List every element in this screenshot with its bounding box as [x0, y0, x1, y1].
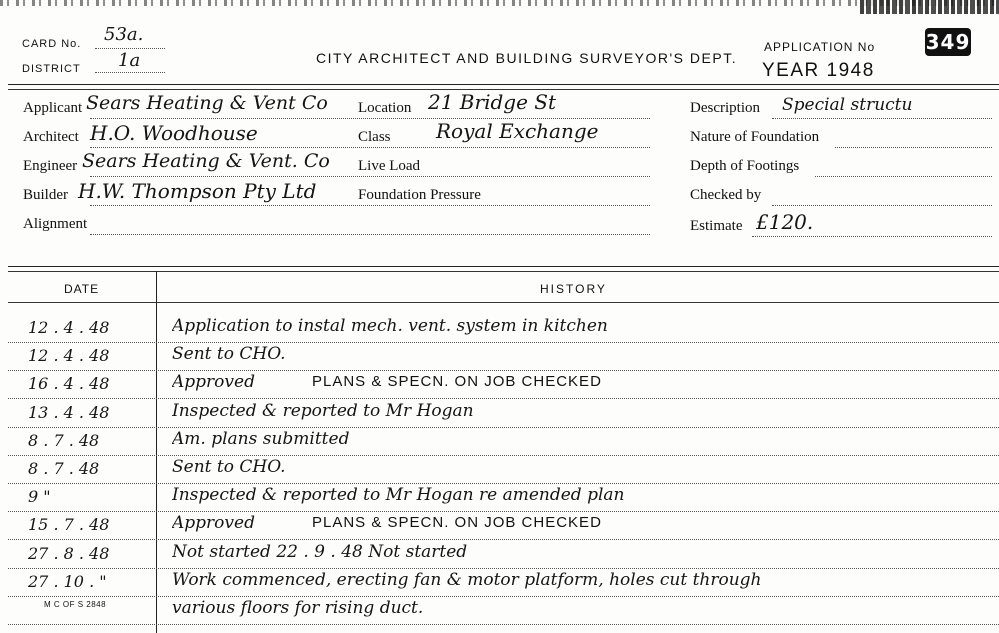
class-value: Royal Exchange — [436, 119, 599, 143]
applicant-label: Applicant — [23, 100, 83, 116]
row2-line-b — [835, 147, 992, 148]
builder-label: Builder — [23, 187, 68, 203]
row-date: 27 . 10 . " — [28, 572, 107, 591]
row-date: 9 " — [28, 487, 51, 506]
row5-line-b — [752, 236, 992, 237]
row-rule — [8, 398, 999, 399]
description-label: Description — [690, 100, 760, 116]
row-rule — [8, 455, 999, 456]
row-rule — [8, 427, 999, 428]
engineer-label: Engineer — [23, 158, 78, 174]
row-date: 13 . 4 . 48 — [28, 403, 110, 422]
district-value: 1a — [118, 50, 141, 71]
row-history: various floors for rising duct. — [172, 598, 424, 618]
row-date: 12 . 4 . 48 — [28, 346, 110, 365]
row4-line-a — [90, 205, 650, 206]
row-date: 16 . 4 . 48 — [28, 374, 110, 393]
row-history: Am. plans submitted — [172, 429, 350, 449]
row-rule — [8, 483, 999, 484]
application-number-badge: 349 — [925, 30, 971, 54]
row3-line-b — [815, 176, 992, 177]
history-header: HISTORY — [540, 282, 607, 296]
description-value: Special structu — [782, 95, 913, 115]
application-year: YEAR 1948 — [762, 60, 875, 81]
row-rule — [8, 624, 999, 625]
architect-value: H.O. Woodhouse — [90, 121, 258, 145]
row-date: 8 . 7 . 48 — [28, 431, 100, 450]
row-history: Inspected & reported to Mr Hogan — [172, 401, 474, 421]
row-date: 15 . 7 . 48 — [28, 515, 110, 534]
row-date: 27 . 8 . 48 — [28, 544, 110, 563]
table-rule-1 — [8, 266, 999, 267]
form-code: M C OF S 2848 — [44, 600, 107, 609]
date-column-divider — [156, 271, 157, 633]
date-header: DATE — [64, 282, 100, 296]
location-value: 21 Bridge St — [428, 90, 556, 114]
alignment-label: Alignment — [23, 216, 88, 232]
row-rule — [8, 370, 999, 371]
row-history: Not started 22 . 9 . 48 Not started — [172, 542, 468, 562]
engineer-value: Sears Heating & Vent. Co — [82, 150, 330, 172]
district-label: DISTRICT — [22, 63, 81, 75]
row-history: Inspected & reported to Mr Hogan re amended plan — [172, 485, 625, 505]
row-rule — [8, 511, 999, 512]
row-history: Sent to CHO. — [172, 344, 286, 364]
row-rule — [8, 342, 999, 343]
nature-label: Nature of Foundation — [690, 129, 820, 145]
foundation-pressure-label: Foundation Pressure — [358, 187, 481, 203]
depth-label: Depth of Footings — [690, 158, 800, 174]
row-rule — [8, 568, 999, 569]
row5-line-a — [90, 234, 650, 235]
row-rule — [8, 596, 999, 597]
applicant-value: Sears Heating & Vent Co — [86, 92, 328, 114]
department-title: CITY ARCHITECT AND BUILDING SURVEYOR'S DEPT. — [316, 50, 738, 66]
row-history: Approved — [172, 513, 255, 533]
card-no-label: CARD No. — [22, 38, 82, 50]
row-history: Work commenced, erecting fan & motor platform, holes cut through — [172, 570, 762, 590]
district-line — [95, 72, 165, 73]
checked-by-label: Checked by — [690, 187, 762, 203]
row-history: Application to instal mech. vent. system in kitchen — [172, 316, 608, 336]
row-history: Sent to CHO. — [172, 457, 286, 477]
application-label: APPLICATION No — [764, 40, 876, 54]
torn-corner — [860, 0, 999, 14]
builder-value: H.W. Thompson Pty Ltd — [78, 179, 317, 203]
row-history: Approved — [172, 372, 255, 392]
class-label: Class — [358, 129, 391, 145]
estimate-value: £120. — [756, 210, 814, 234]
header-rule-1 — [8, 84, 999, 85]
row-date: 12 . 4 . 48 — [28, 318, 110, 337]
live-load-label: Live Load — [358, 158, 421, 174]
card-no-value: 53a. — [104, 24, 144, 45]
row-rule — [8, 539, 999, 540]
row4-line-b — [772, 205, 992, 206]
architect-label: Architect — [23, 129, 79, 145]
row1-line-b — [772, 118, 992, 119]
row-date: 8 . 7 . 48 — [28, 459, 100, 478]
row-stamp: PLANS & SPECN. ON JOB CHECKED — [312, 373, 602, 390]
card-no-line — [95, 48, 165, 49]
torn-top-edge — [0, 0, 999, 6]
estimate-label: Estimate — [690, 218, 743, 234]
row3-line-a — [90, 176, 650, 177]
row-stamp: PLANS & SPECN. ON JOB CHECKED — [312, 514, 602, 531]
location-label: Location — [358, 100, 412, 116]
row2-line-a — [90, 147, 650, 148]
